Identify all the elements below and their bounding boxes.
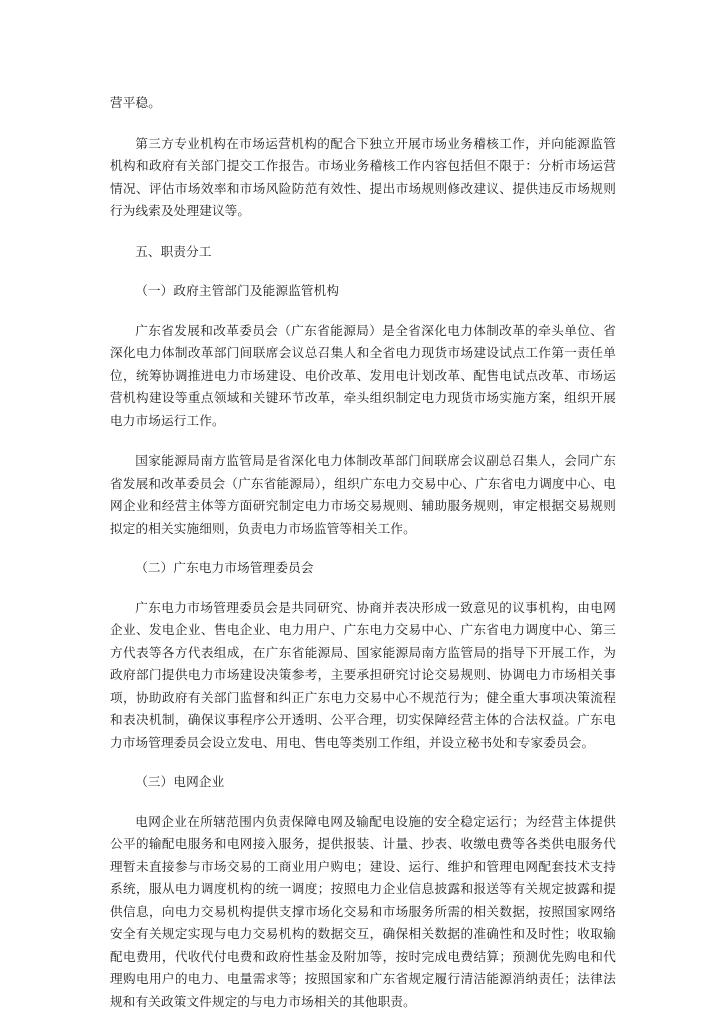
- paragraph-grid-enterprises: 电网企业在所辖范围内负责保障电网及输配电设施的安全稳定运行；为经营主体提供公平的输配电服务和电网接入服务，提供报装、计量、抄表、收缴电费等各类供电服务代理暂未直接参与市场交易的工商业用户购电；建设、运行、维护和管理电网配套技术支持系统，服从电力调度机构的统一调度；按照电力企业信息披露和报送等有关规定披露和提供信息，向电力交易机构提供支撑市场化交易和市场服务所需的相关数据，按照国家网络安全有关规定实现与电力交易机构的数据交互，确保相关数据的准确性和及时性；收取输配电费用，代收代付电费和政府性基金及附加等，按时完成电费结算；预测优先购电和代理购电用户的电力、电量需求等；按照国家和广东省规定履行清洁能源消纳责任；法律法规和有关政策文件规定的与电力市场相关的其他职责。: [110, 813, 616, 1009]
- paragraph-provincial-development-commission: 广东省发展和改革委员会（广东省能源局）是全省深化电力体制改革的牵头单位、省深化电力体制改革部门间联席会议总召集人和全省电力现货市场建设试点工作第一责任单位，统筹协调推进电力市场建设、电价改革、发用电计划改革、配售电试点改革、市场运营机构建设等重点领域和关键环节改革，牵头组织制定电力现货市场实施方案，组织开展电力市场运行工作。: [110, 322, 616, 428]
- subheading-market-management-committee: （二）广东电力市场管理委员会: [135, 560, 314, 575]
- section-heading-duties: 五、职责分工: [135, 243, 212, 259]
- paragraph-market-management-committee: 广东电力市场管理委员会是共同研究、协商并表决形成一致意见的议事机构，由电网企业、发电企业、售电企业、电力用户、广东电力交易中心、广东省电力调度中心、第三方代表等各方代表组成，在广东省能源局、国家能源局南方监管局的指导下开展工作，为政府部门提供电力市场建设决策参考，主要承担研究讨论交易规则、协调电力市场相关事项，协助政府有关部门监督和纠正广东电力交易中心不规范行为；健全重大事项决策流程和表决机制，确保议事程序公开透明、公平合理，切实保障经营主体的合法权益。广东电力市场管理委员会设立发电、用电、售电等类别工作组，并设立秘书处和专家委员会。: [110, 599, 616, 750]
- document-body: [110, 92, 616, 1013]
- paragraph-continuation: 营平稳。: [110, 95, 161, 110]
- paragraph-southern-regulatory-office: 国家能源局南方监管局是省深化电力体制改革部门间联席会议副总召集人，会同广东省发展和改革委员会（广东省能源局），组织广东电力交易中心、广东省电力调度中心、电网企业和经营主体等方面研究制定电力市场交易规则、辅助服务规则，审定根据交易规则拟定的相关实施细则，负责电力市场监管等相关工作。: [110, 453, 616, 536]
- subheading-grid-enterprises: （三）电网企业: [135, 774, 225, 789]
- subheading-government-regulators: （一）政府主管部门及能源监管机构: [135, 283, 340, 298]
- paragraph-third-party-audit: 第三方专业机构在市场运营机构的配合下独立开展市场业务稽核工作，并向能源监管机构和政府有关部门提交工作报告。市场业务稽核工作内容包括但不限于：分析市场运营情况、评估市场效率和市场风险防范有效性、提出市场规则修改建议、提供违反市场规则行为线索及处理建议等。: [110, 135, 616, 218]
